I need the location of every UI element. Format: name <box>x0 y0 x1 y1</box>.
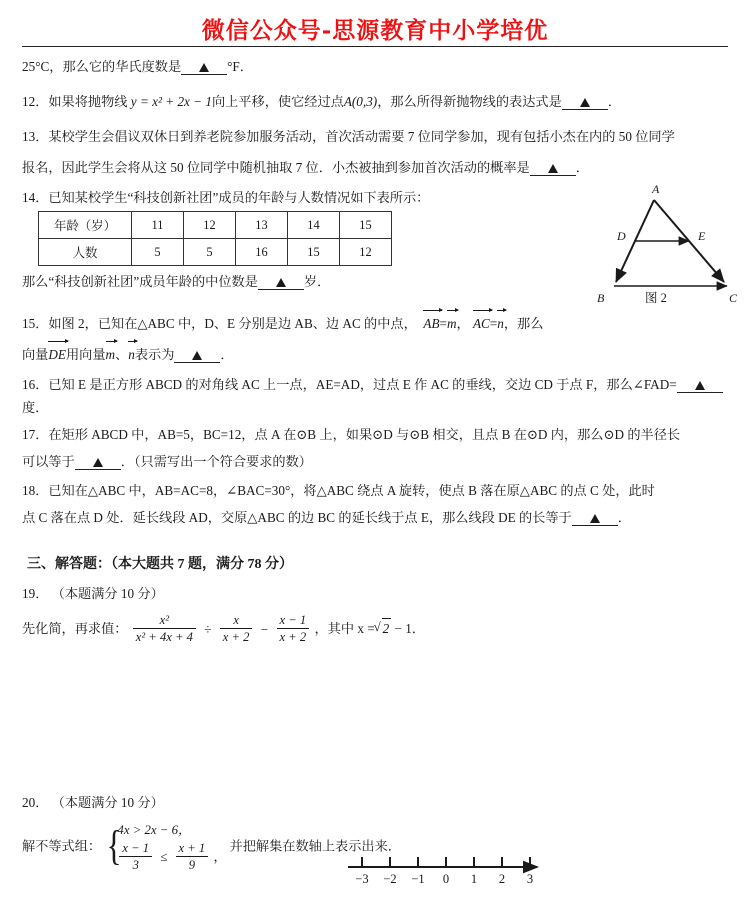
tick-label: −3 <box>355 872 369 886</box>
question-17-line1 <box>22 425 680 444</box>
q13-answer-blank[interactable] <box>530 160 576 176</box>
q15-answer-blank[interactable] <box>174 347 220 363</box>
q14-after-b: 岁． <box>303 274 331 289</box>
q18-answer-blank[interactable] <box>572 510 618 526</box>
tick-label: 1 <box>470 872 478 886</box>
q15-eq2: = <box>489 316 498 331</box>
q17-number: 17． <box>22 427 49 442</box>
q12-text-c: ，那么所得新抛物线的表达式是 <box>377 94 562 109</box>
q19-tail-b: − 1． <box>394 621 426 636</box>
question-12 <box>22 92 621 111</box>
vector-ac-symbol: AC <box>473 313 490 333</box>
vector-ab-symbol: AB <box>423 313 439 333</box>
q12-text-a: 如果将抛物线 <box>48 94 128 109</box>
fraction-2-numerator: x <box>233 613 239 627</box>
table-row-counts <box>39 239 392 266</box>
question-17-line2 <box>22 452 312 471</box>
q20-tail: 并把解集在数轴上表示出来． <box>229 838 401 854</box>
q20-points: （本题满分 10 分） <box>51 795 164 810</box>
fraction-2 <box>218 613 255 645</box>
q15-line2-d: 表示为 <box>134 347 175 362</box>
fraction-1-numerator: x² <box>159 613 170 627</box>
vector-n-symbol: n <box>497 313 504 333</box>
inequality-1: 4x > 2x − 6， <box>117 823 191 837</box>
vector-de-symbol: DE <box>48 344 66 364</box>
ineq2-left-numerator: x − 1 <box>122 841 150 855</box>
triangle-icon <box>192 351 202 360</box>
ineq2-fraction-right <box>174 841 211 873</box>
question-15-line1 <box>22 313 543 333</box>
q15-sep: ， <box>456 316 470 331</box>
age-cell: 14 <box>288 212 340 239</box>
question-15-line2 <box>22 344 234 364</box>
question-18-line1 <box>22 481 655 500</box>
question-13-line2 <box>22 158 589 177</box>
age-count-table <box>38 211 392 266</box>
q17-line1: 在矩形 ABCD 中，AB=5，BC=12，点 A 在⊙B 上，如果⊙D 与⊙B 相交，且点 B 在⊙D 内，那么⊙D 的半径长 <box>48 427 681 442</box>
vector-m-symbol-2: m <box>106 344 116 364</box>
age-cell: 15 <box>340 212 392 239</box>
q12-text-b: 向上平移，使它经过点 <box>211 94 344 109</box>
q15-line2-c: 、 <box>115 347 129 362</box>
q11-answer-blank[interactable] <box>181 59 227 75</box>
q19-points: （本题满分 10 分） <box>51 586 164 601</box>
ineq2-left-denominator: 3 <box>119 856 152 872</box>
fraction-3-denominator: x + 2 <box>277 628 310 644</box>
question-11-tail <box>22 57 253 76</box>
q12-answer-blank[interactable] <box>562 94 608 110</box>
fraction-3-numerator: x − 1 <box>279 613 307 627</box>
q19-prompt: 先化简，再求值： <box>22 621 128 636</box>
q15-eq1: = <box>439 316 447 331</box>
q11-text-after: °F． <box>227 59 253 74</box>
q12-number: 12． <box>22 94 49 109</box>
count-cell: 16 <box>236 239 288 266</box>
count-cell: 5 <box>184 239 236 266</box>
question-16-line2: 度． <box>22 400 49 415</box>
count-cell: 12 <box>340 239 392 266</box>
q14-after-a: 那么“科技创新社团”成员年龄的中位数是 <box>22 274 258 289</box>
q13-number: 13． <box>22 129 49 144</box>
row-header-age: 年龄（岁） <box>39 212 132 239</box>
question-13-line1 <box>22 127 675 146</box>
q12-point: A(0,3) <box>343 94 378 109</box>
operator-minus: − <box>260 622 269 638</box>
question-19-body <box>22 614 425 646</box>
label-point-d: D <box>617 229 626 243</box>
relation-leq: ≤ <box>160 850 168 865</box>
banner-title: 微信公众号-思源教育中小学培优 <box>201 17 549 44</box>
tick-label: −2 <box>383 872 397 886</box>
q14-number: 14． <box>22 190 49 205</box>
row-header-count: 人数 <box>39 239 132 266</box>
count-cell: 15 <box>288 239 340 266</box>
label-vertex-c: C <box>729 291 738 305</box>
label-vertex-a: A <box>652 182 660 196</box>
figure-2-triangle <box>588 178 746 308</box>
q15-number: 15． <box>22 316 49 331</box>
operator-divide: ÷ <box>204 622 212 638</box>
inequality-system <box>104 820 226 875</box>
q14-answer-blank[interactable] <box>258 274 304 290</box>
fraction-3 <box>275 613 312 645</box>
q15-line2-a: 向量 <box>22 347 49 362</box>
vector-n-symbol-2: n <box>128 344 135 364</box>
question-20-header <box>22 793 164 812</box>
q17-line2-a: 可以等于 <box>22 454 75 469</box>
fraction-1-denominator: x² + 4x + 4 <box>133 628 196 644</box>
q18-line1: 已知在△ABC 中，AB=AC=8，∠BAC=30°，将△ABC 绕点 A 旋转，使点 B 落在原△ABC 的点 C 处，此时 <box>48 483 655 498</box>
q14-prompt: 已知某校学生“科技创新社团”成员的年龄与人数情况如下表所示： <box>48 190 430 205</box>
count-cell: 5 <box>132 239 184 266</box>
triangle-icon <box>93 458 103 467</box>
fraction-2-denominator: x + 2 <box>220 628 253 644</box>
question-14-after <box>22 272 330 291</box>
q13-line1: 某校学生会倡议双休日到养老院参加服务活动，首次活动需要 7 位同学参加，现有包括小杰在内的 50 位同学 <box>48 129 675 144</box>
question-14-prompt <box>22 188 429 207</box>
q18-line2-a: 点 C 落在点 D 处．延长线段 AD，交原△ABC 的边 BC 的延长线于点 E，那么线段 DE 的长等于 <box>22 510 572 525</box>
ineq2-right-numerator: x + 1 <box>178 841 206 855</box>
q19-tail-a: ，其中 x = <box>314 621 375 636</box>
triangle-icon <box>199 63 209 72</box>
radicand: 2 <box>382 618 392 638</box>
triangle-icon <box>580 98 590 107</box>
q16-answer-blank[interactable] <box>677 377 723 393</box>
q15-line2-e: ． <box>220 347 234 362</box>
age-cell: 12 <box>184 212 236 239</box>
q17-line2-b: ．（只需写出一个符合要求的数） <box>120 454 312 469</box>
triangle-icon <box>276 278 286 287</box>
triangle-icon <box>695 381 705 390</box>
inequality-2 <box>117 841 226 875</box>
figure-2-caption: 图 2 <box>645 291 667 305</box>
q16-line1-a: 已知 E 是正方形 ABCD 的对角线 AC 上一点，AE=AD，过点 E 作 AC 的垂线，交边 CD 于点 F，那么∠FAD= <box>48 377 677 392</box>
header-divider <box>22 46 728 47</box>
q15-line1-a: 如图 2，已知在△ABC 中，D、E 分别是边 AB、边 AC 的中点， <box>48 316 417 331</box>
triangle-icon <box>590 514 600 523</box>
tick-label: 0 <box>442 872 450 886</box>
ineq2-fraction-left <box>117 841 154 873</box>
q16-number: 16． <box>22 377 49 392</box>
triangle-icon <box>548 164 558 173</box>
tick-label: −1 <box>411 872 425 886</box>
tick-label: 3 <box>526 872 534 886</box>
age-cell: 13 <box>236 212 288 239</box>
q12-formula: y = x² + 2x − 1 <box>130 94 212 109</box>
question-18-line2 <box>22 508 631 527</box>
ineq2-right-denominator: 9 <box>176 856 209 872</box>
fraction-1 <box>131 613 198 645</box>
q20-number: 20． <box>22 795 49 810</box>
label-point-e: E <box>698 229 706 243</box>
q15-line1-b: ，那么 <box>503 316 544 331</box>
axis-ticks <box>362 857 530 867</box>
q13-line2-b: ． <box>575 160 589 175</box>
q12-text-d: ． <box>607 94 621 109</box>
q13-line2-a: 报名，因此学生会将从这 50 位同学中随机抽取 7 位．小杰被抽到参加首次活动的概率是 <box>22 160 530 175</box>
tick-label: 2 <box>498 872 506 886</box>
question-19-header <box>22 584 164 603</box>
label-vertex-b: B <box>597 291 605 305</box>
table-row-ages <box>39 212 392 239</box>
q11-text-before: 25°C，那么它的华氏度数是 <box>22 59 182 74</box>
age-cell: 11 <box>132 212 184 239</box>
left-brace-icon: { <box>106 824 123 871</box>
q19-number: 19． <box>22 586 49 601</box>
q18-line2-b: ． <box>617 510 631 525</box>
q15-line2-b: 用向量 <box>65 347 106 362</box>
number-line-labels <box>340 872 550 892</box>
q17-answer-blank[interactable] <box>75 454 121 470</box>
question-16-line1 <box>22 375 723 394</box>
section-3-heading: 三、解答题：（本大题共 7 题，满分 78 分） <box>27 557 293 572</box>
q20-prompt: 解不等式组： <box>22 838 102 854</box>
ineq2-tail: ， <box>213 849 227 864</box>
vector-m-symbol: m <box>447 313 457 333</box>
square-root-expression <box>375 618 392 638</box>
q18-number: 18． <box>22 483 49 498</box>
